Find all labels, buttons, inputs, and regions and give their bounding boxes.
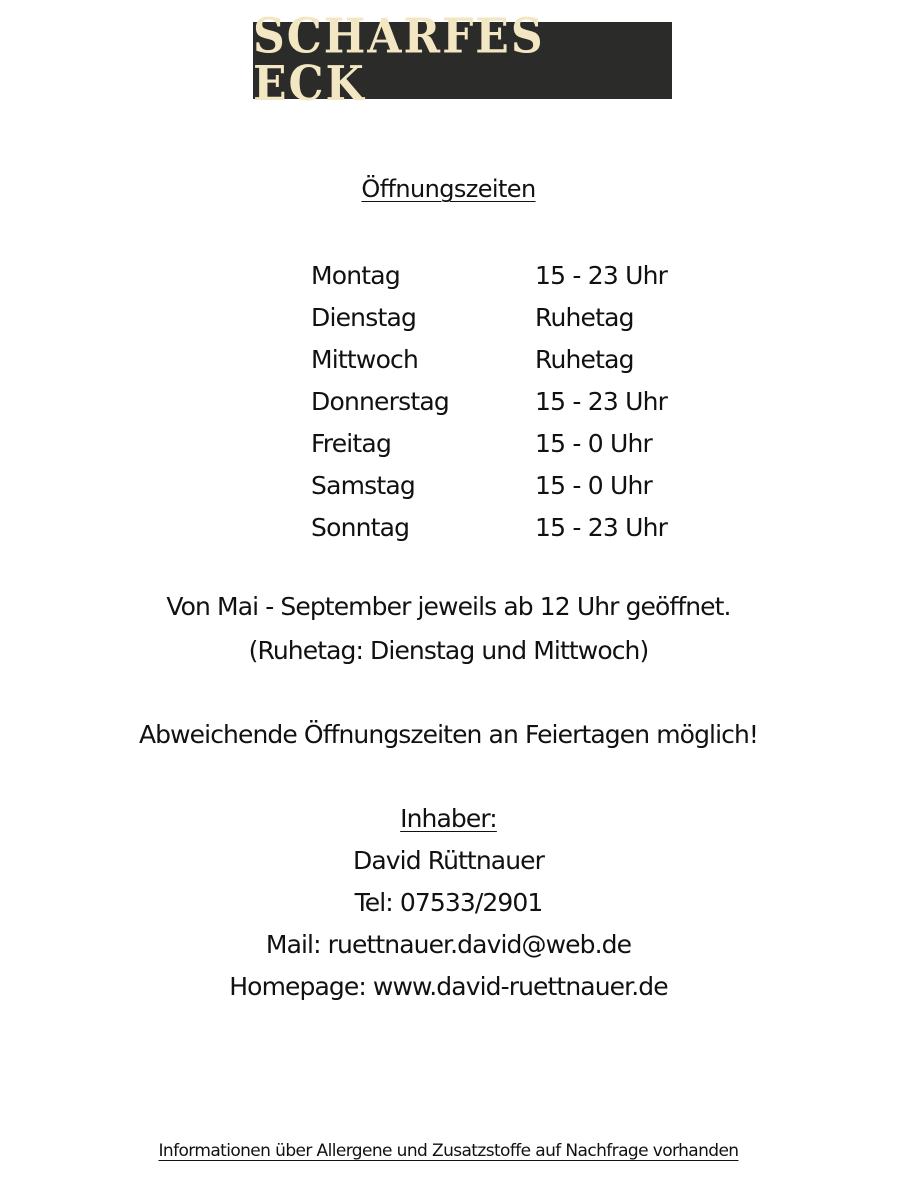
hours-day: Sonntag bbox=[311, 513, 410, 542]
hours-time: Ruhetag bbox=[535, 345, 634, 374]
owner-name: David Rüttnauer bbox=[353, 846, 544, 875]
hours-time: 15 - 0 Uhr bbox=[535, 429, 653, 458]
logo bbox=[253, 8, 672, 112]
logo-text: SCHARFES ECK bbox=[253, 8, 545, 112]
hours-row-sunday bbox=[311, 507, 691, 549]
hours-row-wednesday bbox=[311, 339, 691, 381]
owner-mail: Mail: ruettnauer.david@web.de bbox=[265, 930, 632, 959]
opening-hours-title bbox=[0, 175, 897, 203]
hours-row-friday bbox=[311, 423, 691, 465]
owner-phone: Tel: 07533/2901 bbox=[354, 888, 543, 917]
summer-rest-days-note: (Ruhetag: Dienstag und Mittwoch) bbox=[248, 636, 649, 665]
hours-time: 15 - 23 Uhr bbox=[535, 261, 668, 290]
owner-heading bbox=[0, 804, 897, 833]
allergen-footer bbox=[0, 1141, 897, 1161]
owner-homepage: Homepage: www.david-ruettnauer.de bbox=[229, 972, 668, 1001]
summer-hours-note: Von Mai - September jeweils ab 12 Uhr geöffnet. bbox=[166, 592, 731, 621]
allergen-footer-text: Informationen über Allergene und Zusatzstoffe auf Nachfrage vorhanden bbox=[158, 1141, 739, 1161]
hours-day: Mittwoch bbox=[311, 345, 419, 374]
owner-heading-text: Inhaber: bbox=[400, 804, 497, 833]
hours-time: Ruhetag bbox=[535, 303, 634, 332]
opening-hours-title-text: Öffnungszeiten bbox=[361, 175, 536, 203]
hours-row-saturday bbox=[311, 465, 691, 507]
hours-day: Samstag bbox=[311, 471, 415, 500]
hours-row-monday bbox=[311, 255, 691, 297]
hours-time: 15 - 23 Uhr bbox=[535, 387, 668, 416]
hours-day: Freitag bbox=[311, 429, 392, 458]
hours-day: Dienstag bbox=[311, 303, 417, 332]
hours-row-thursday bbox=[311, 381, 691, 423]
holiday-note: Abweichende Öffnungszeiten an Feiertagen möglich! bbox=[138, 720, 759, 749]
opening-hours-table bbox=[311, 255, 691, 549]
hours-time: 15 - 23 Uhr bbox=[535, 513, 668, 542]
hours-time: 15 - 0 Uhr bbox=[535, 471, 653, 500]
hours-day: Montag bbox=[311, 261, 400, 290]
hours-day: Donnerstag bbox=[311, 387, 449, 416]
hours-row-tuesday bbox=[311, 297, 691, 339]
